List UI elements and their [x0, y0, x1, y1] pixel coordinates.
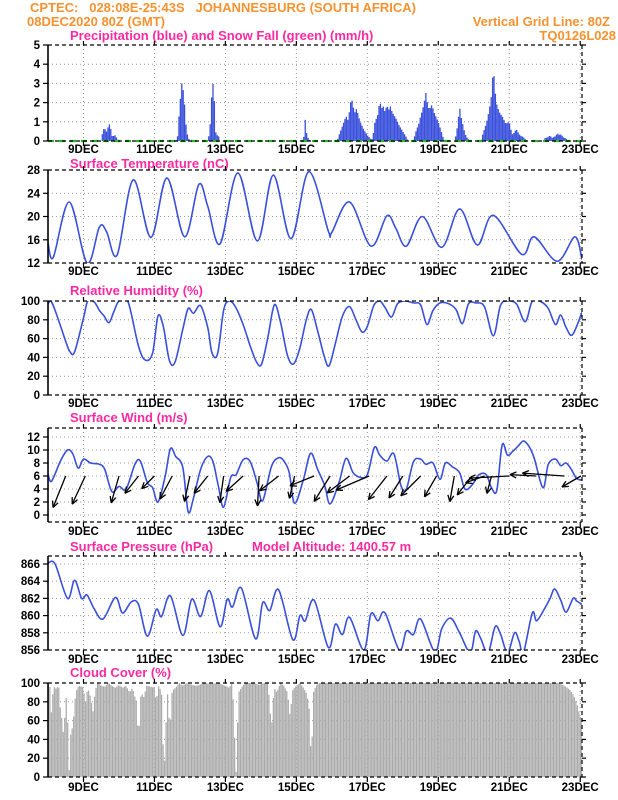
svg-text:2: 2: [33, 97, 40, 110]
svg-text:862: 862: [20, 593, 40, 606]
svg-text:6: 6: [33, 471, 40, 483]
frame-wind: [48, 428, 582, 522]
svg-text:20: 20: [27, 211, 40, 224]
svg-text:860: 860: [20, 610, 40, 623]
svg-text:19DEC: 19DEC: [419, 654, 457, 666]
svg-text:13DEC: 13DEC: [206, 266, 244, 278]
svg-text:21DEC: 21DEC: [490, 266, 528, 278]
svg-text:9DEC: 9DEC: [68, 398, 99, 410]
svg-text:11DEC: 11DEC: [136, 266, 173, 278]
svg-text:100: 100: [20, 678, 40, 690]
svg-text:21DEC: 21DEC: [490, 782, 528, 794]
panel-wind: [27, 424, 599, 538]
svg-text:0: 0: [33, 390, 40, 402]
svg-text:0: 0: [33, 136, 40, 148]
svg-text:13DEC: 13DEC: [206, 526, 244, 538]
svg-text:23DEC: 23DEC: [561, 782, 599, 794]
svg-text:23DEC: 23DEC: [561, 266, 599, 278]
svg-text:15DEC: 15DEC: [277, 654, 315, 666]
svg-text:13DEC: 13DEC: [206, 144, 244, 156]
x-axis-labels-pressure: [68, 654, 599, 666]
station-header: CPTEC: 028:08E-25:43S JOHANNESBURG (SOUTH AFRICA): [30, 0, 416, 15]
x-axis-labels-wind: [68, 526, 599, 538]
x-axis-labels-humidity: [68, 398, 599, 410]
svg-text:19DEC: 19DEC: [419, 266, 457, 278]
svg-text:60: 60: [27, 333, 40, 346]
svg-text:21DEC: 21DEC: [490, 398, 528, 410]
svg-text:100: 100: [20, 296, 40, 308]
svg-text:23DEC: 23DEC: [561, 144, 599, 156]
svg-text:17DEC: 17DEC: [348, 144, 386, 156]
svg-text:17DEC: 17DEC: [348, 398, 386, 410]
svg-text:9DEC: 9DEC: [68, 526, 99, 538]
svg-text:11DEC: 11DEC: [136, 526, 173, 538]
svg-text:9DEC: 9DEC: [68, 654, 99, 666]
grid-humidity: [48, 301, 582, 395]
panel-precipitation: [34, 40, 599, 156]
x-axis-labels-precipitation: [68, 144, 599, 156]
svg-text:9DEC: 9DEC: [68, 144, 99, 156]
svg-text:5: 5: [33, 40, 40, 52]
svg-text:9DEC: 9DEC: [68, 782, 99, 794]
svg-text:12: 12: [27, 258, 40, 270]
svg-text:15DEC: 15DEC: [277, 398, 315, 410]
panel-cloud: [21, 678, 599, 794]
grid-wind: [48, 428, 582, 522]
svg-text:80: 80: [27, 696, 40, 709]
svg-text:0: 0: [33, 510, 40, 522]
svg-text:17DEC: 17DEC: [348, 526, 386, 538]
panel-humidity: [21, 296, 599, 410]
y-axis-labels-pressure: [21, 559, 41, 657]
svg-text:15DEC: 15DEC: [277, 266, 315, 278]
temperature-plot-area: [48, 172, 582, 264]
svg-text:856: 856: [20, 645, 40, 657]
svg-text:11DEC: 11DEC: [136, 782, 173, 794]
svg-text:8: 8: [33, 458, 40, 470]
svg-text:858: 858: [20, 627, 40, 640]
humidity-plot-area: [48, 297, 582, 366]
svg-text:13DEC: 13DEC: [206, 782, 244, 794]
axis-ticks-humidity: [43, 297, 586, 400]
cloud-plot-area: [48, 683, 583, 777]
svg-text:10: 10: [27, 445, 40, 457]
panel-title-cloud: Cloud Cover (%): [70, 665, 172, 680]
svg-text:11DEC: 11DEC: [136, 654, 173, 666]
pressure-plot-area: [48, 561, 582, 653]
svg-text:12: 12: [27, 432, 40, 444]
svg-text:15DEC: 15DEC: [277, 526, 315, 538]
humidity-line: [48, 297, 582, 366]
svg-text:864: 864: [20, 576, 40, 589]
y-axis-labels-precipitation: [34, 40, 41, 148]
precipitation-plot-area: [102, 76, 569, 141]
frame-humidity: [48, 301, 582, 395]
svg-text:4: 4: [33, 484, 40, 496]
x-axis-labels-cloud: [68, 782, 599, 794]
svg-text:28: 28: [27, 165, 40, 177]
y-axis-labels-temperature: [27, 165, 40, 270]
svg-text:0: 0: [33, 772, 40, 784]
temperature-line: [48, 172, 582, 264]
svg-text:17DEC: 17DEC: [348, 654, 386, 666]
model-altitude-label: Model Altitude: 1400.57 m: [252, 539, 412, 554]
svg-text:9DEC: 9DEC: [68, 266, 99, 278]
svg-text:19DEC: 19DEC: [419, 526, 457, 538]
svg-text:15DEC: 15DEC: [277, 144, 315, 156]
x-axis-labels-temperature: [68, 266, 599, 278]
svg-text:3: 3: [33, 78, 40, 91]
model-id-label: TQ0126L028: [539, 28, 616, 43]
vertical-grid-label: Vertical Grid Line: 80Z: [472, 14, 610, 29]
y-axis-labels-humidity: [21, 296, 40, 402]
cloud-bars: [48, 683, 583, 777]
svg-text:11DEC: 11DEC: [136, 398, 173, 410]
pressure-line: [48, 561, 582, 653]
panel-title-pressure: Surface Pressure (hPa): [70, 539, 214, 554]
svg-text:21DEC: 21DEC: [490, 144, 528, 156]
precipitation-bars: [102, 76, 569, 141]
svg-text:24: 24: [27, 188, 40, 201]
svg-text:11DEC: 11DEC: [136, 144, 173, 156]
panel-title-precipitation: Precipitation (blue) and Snow Fall (green) (mm/h): [70, 28, 374, 43]
panel-title-humidity: Relative Humidity (%): [70, 283, 203, 298]
svg-text:4: 4: [33, 59, 40, 72]
axis-ticks-pressure: [43, 552, 586, 655]
y-axis-labels-wind: [27, 432, 40, 522]
svg-text:15DEC: 15DEC: [277, 782, 315, 794]
svg-text:19DEC: 19DEC: [419, 398, 457, 410]
svg-text:17DEC: 17DEC: [348, 782, 386, 794]
svg-text:17DEC: 17DEC: [348, 266, 386, 278]
panel-title-wind: Surface Wind (m/s): [70, 410, 188, 425]
svg-text:20: 20: [27, 371, 40, 384]
svg-text:40: 40: [27, 734, 40, 747]
svg-text:40: 40: [27, 352, 40, 365]
svg-text:21DEC: 21DEC: [490, 526, 528, 538]
svg-text:21DEC: 21DEC: [490, 654, 528, 666]
svg-text:13DEC: 13DEC: [206, 398, 244, 410]
svg-text:2: 2: [33, 497, 40, 509]
svg-text:866: 866: [20, 559, 40, 571]
svg-text:1: 1: [33, 116, 40, 129]
svg-text:60: 60: [27, 715, 40, 728]
svg-text:19DEC: 19DEC: [419, 144, 457, 156]
y-axis-labels-cloud: [21, 678, 40, 784]
model-run-label: 08DEC2020 80Z (GMT): [27, 14, 165, 29]
svg-text:13DEC: 13DEC: [206, 654, 244, 666]
svg-text:20: 20: [27, 753, 40, 766]
svg-text:23DEC: 23DEC: [561, 526, 599, 538]
svg-text:23DEC: 23DEC: [561, 398, 599, 410]
panel-title-temperature: Surface Temperature (nC): [70, 156, 229, 171]
svg-text:16: 16: [27, 234, 40, 247]
panel-temperature: [27, 165, 599, 278]
svg-text:23DEC: 23DEC: [561, 654, 599, 666]
svg-text:80: 80: [27, 314, 40, 327]
svg-text:19DEC: 19DEC: [419, 782, 457, 794]
panel-pressure: [21, 552, 599, 666]
